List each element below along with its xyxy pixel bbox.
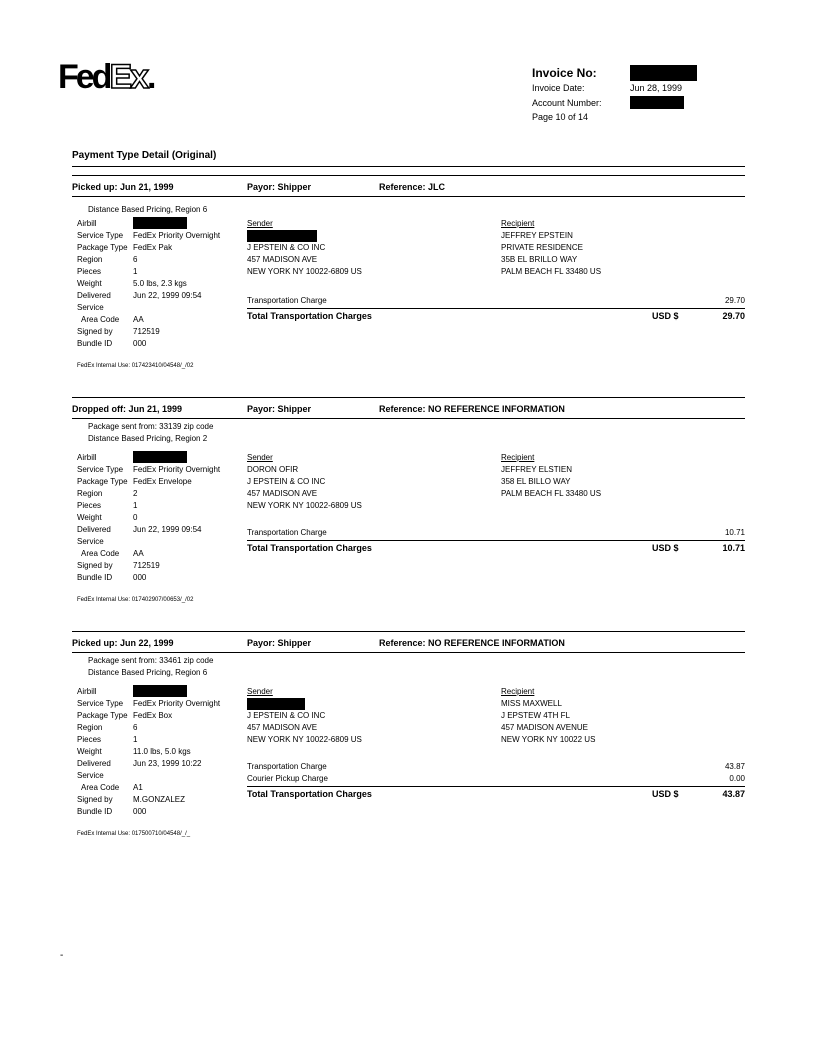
field-value-pieces: 1	[133, 501, 138, 510]
internal-use: FedEx Internal Use: 017402907/00653/_/02	[77, 597, 194, 603]
field-label-service: Service	[77, 303, 104, 312]
total-label: Total Transportation Charges	[247, 543, 372, 553]
recipient-line: MISS MAXWELL	[501, 699, 562, 708]
field-value-weight: 0	[133, 513, 138, 522]
field-value-service-type: FedEx Priority Overnight	[133, 699, 221, 708]
recipient-line: JEFFREY ELSTIEN	[501, 465, 572, 474]
shipment-note: Distance Based Pricing, Region 6	[88, 668, 208, 677]
field-value-bundle-id: 000	[133, 573, 147, 582]
charge-amount: 10.71	[724, 528, 745, 537]
rule	[72, 166, 745, 167]
field-value-package-type: FedEx Pak	[133, 243, 173, 252]
field-value-region: 6	[133, 723, 138, 732]
field-value-signed-by: 712519	[133, 327, 160, 336]
rule	[247, 308, 745, 309]
sender-line: 457 MADISON AVE	[247, 723, 318, 732]
field-label-area-code: Area Code	[81, 315, 120, 324]
sender-heading: Sender	[247, 687, 273, 696]
recipient-line: PALM BEACH FL 33480 US	[501, 267, 602, 276]
footer-mark: -	[60, 950, 64, 961]
airbill-redaction	[133, 685, 187, 697]
charge-label: Transportation Charge	[247, 762, 327, 771]
shipment-payor: Payor: Shipper	[247, 182, 312, 192]
field-label-weight: Weight	[77, 513, 102, 522]
sender-line: J EPSTEIN & CO INC	[247, 477, 326, 486]
field-label-signed-by: Signed by	[77, 795, 113, 804]
total-label: Total Transportation Charges	[247, 789, 372, 799]
field-label-weight: Weight	[77, 279, 102, 288]
account-number-redaction	[630, 96, 684, 109]
shipment-event: Picked up: Jun 22, 1999	[72, 638, 174, 648]
charge-label: Transportation Charge	[247, 296, 327, 305]
field-label-weight: Weight	[77, 747, 102, 756]
recipient-heading: Recipient	[501, 453, 535, 462]
charge-amount: 29.70	[724, 296, 745, 305]
invoice-date: Jun 28, 1999	[630, 83, 683, 93]
field-label-delivered: Delivered	[77, 525, 111, 534]
field-value-region: 6	[133, 255, 138, 264]
recipient-line: PALM BEACH FL 33480 US	[501, 489, 602, 498]
shipment-note: Distance Based Pricing, Region 6	[88, 205, 208, 214]
sender-line: NEW YORK NY 10022-6809 US	[247, 735, 362, 744]
airbill-redaction	[133, 217, 187, 229]
field-label-bundle-id: Bundle ID	[77, 339, 113, 348]
total-amount: 10.71	[722, 543, 745, 553]
field-label-area-code: Area Code	[81, 783, 120, 792]
field-value-area-code: AA	[133, 315, 144, 324]
field-value-pieces: 1	[133, 735, 138, 744]
shipment-note: Package sent from: 33461 zip code	[88, 656, 214, 665]
field-label-airbill: Airbill	[77, 219, 97, 228]
field-value-service-type: FedEx Priority Overnight	[133, 465, 221, 474]
shipment-event: Dropped off: Jun 21, 1999	[72, 404, 183, 414]
field-label-service-type: Service Type	[77, 699, 124, 708]
fedex-logo	[58, 58, 157, 98]
sender-heading: Sender	[247, 453, 273, 462]
recipient-heading: Recipient	[501, 219, 535, 228]
invoice-no-redaction	[630, 65, 697, 81]
recipient-heading: Recipient	[501, 687, 535, 696]
field-label-service: Service	[77, 537, 104, 546]
rule	[247, 786, 745, 787]
rule	[72, 631, 745, 632]
logo-fed: Fed	[58, 58, 110, 96]
field-value-delivered: Jun 23, 1999 10:22	[133, 759, 202, 768]
currency-label: USD $	[652, 789, 679, 799]
sender-line: J EPSTEIN & CO INC	[247, 243, 326, 252]
field-label-bundle-id: Bundle ID	[77, 573, 113, 582]
rule	[247, 540, 745, 541]
account-number-label: Account Number:	[532, 98, 602, 108]
field-value-package-type: FedEx Box	[133, 711, 173, 720]
field-label-package-type: Package Type	[77, 477, 128, 486]
rule	[72, 418, 745, 419]
field-value-region: 2	[133, 489, 138, 498]
field-label-airbill: Airbill	[77, 453, 97, 462]
charge-label: Transportation Charge	[247, 528, 327, 537]
field-label-pieces: Pieces	[77, 267, 102, 276]
recipient-line: PRIVATE RESIDENCE	[501, 243, 583, 252]
field-value-bundle-id: 000	[133, 807, 147, 816]
sender-line: J EPSTEIN & CO INC	[247, 711, 326, 720]
sender-line: 457 MADISON AVE	[247, 255, 318, 264]
field-label-area-code: Area Code	[81, 549, 120, 558]
field-value-area-code: AA	[133, 549, 144, 558]
field-label-delivered: Delivered	[77, 291, 111, 300]
page-indicator: Page 10 of 14	[532, 112, 589, 122]
field-value-pieces: 1	[133, 267, 138, 276]
total-amount: 29.70	[722, 311, 745, 321]
logo-dot: .	[147, 58, 157, 96]
currency-label: USD $	[652, 311, 679, 321]
section-title: Payment Type Detail (Original)	[72, 150, 217, 161]
charge-label: Courier Pickup Charge	[247, 774, 328, 783]
shipment-payor: Payor: Shipper	[247, 638, 312, 648]
field-label-region: Region	[77, 489, 103, 498]
recipient-line: NEW YORK NY 10022 US	[501, 735, 596, 744]
sender-line: NEW YORK NY 10022-6809 US	[247, 267, 362, 276]
field-label-airbill: Airbill	[77, 687, 97, 696]
field-label-package-type: Package Type	[77, 711, 128, 720]
shipment-reference: Reference: NO REFERENCE INFORMATION	[379, 638, 565, 648]
field-value-signed-by: 712519	[133, 561, 160, 570]
logo-ex: Ex	[109, 58, 148, 96]
field-label-signed-by: Signed by	[77, 327, 113, 336]
field-label-delivered: Delivered	[77, 759, 111, 768]
sender-line: 457 MADISON AVE	[247, 489, 318, 498]
rule	[72, 175, 745, 176]
field-label-service-type: Service Type	[77, 465, 124, 474]
field-value-signed-by: M.GONZALEZ	[133, 795, 186, 804]
recipient-line: 358 EL BILLO WAY	[501, 477, 571, 486]
field-label-pieces: Pieces	[77, 501, 102, 510]
rule	[72, 652, 745, 653]
recipient-line: 457 MADISON AVENUE	[501, 723, 588, 732]
rule	[72, 397, 745, 398]
field-label-region: Region	[77, 723, 103, 732]
sender-name-redaction	[247, 230, 317, 242]
field-label-signed-by: Signed by	[77, 561, 113, 570]
internal-use: FedEx Internal Use: 017500710/04548/_/_	[77, 831, 191, 837]
shipment-reference: Reference: NO REFERENCE INFORMATION	[379, 404, 565, 414]
field-label-service: Service	[77, 771, 104, 780]
internal-use: FedEx Internal Use: 017423410/04548/_/02	[77, 363, 194, 369]
field-value-service-type: FedEx Priority Overnight	[133, 231, 221, 240]
sender-heading: Sender	[247, 219, 273, 228]
field-value-weight: 11.0 lbs, 5.0 kgs	[133, 747, 191, 756]
shipment-note: Package sent from: 33139 zip code	[88, 422, 214, 431]
invoice-date-label: Invoice Date:	[532, 83, 585, 93]
airbill-redaction	[133, 451, 187, 463]
field-label-bundle-id: Bundle ID	[77, 807, 113, 816]
field-label-package-type: Package Type	[77, 243, 128, 252]
sender-line: NEW YORK NY 10022-6809 US	[247, 501, 362, 510]
shipment-note: Distance Based Pricing, Region 2	[88, 434, 208, 443]
invoice-no-label: Invoice No:	[532, 66, 597, 80]
field-value-bundle-id: 000	[133, 339, 147, 348]
sender-name-redaction	[247, 698, 305, 710]
field-value-package-type: FedEx Envelope	[133, 477, 192, 486]
recipient-line: J EPSTEW 4TH FL	[501, 711, 570, 720]
field-label-service-type: Service Type	[77, 231, 124, 240]
field-label-region: Region	[77, 255, 103, 264]
recipient-line: JEFFREY EPSTEIN	[501, 231, 573, 240]
currency-label: USD $	[652, 543, 679, 553]
field-value-delivered: Jun 22, 1999 09:54	[133, 291, 202, 300]
sender-line: DORON OFIR	[247, 465, 299, 474]
charge-amount: 0.00	[729, 774, 745, 783]
field-value-delivered: Jun 22, 1999 09:54	[133, 525, 202, 534]
shipment-event: Picked up: Jun 21, 1999	[72, 182, 174, 192]
total-amount: 43.87	[722, 789, 745, 799]
shipment-payor: Payor: Shipper	[247, 404, 312, 414]
recipient-line: 35B EL BRILLO WAY	[501, 255, 578, 264]
total-label: Total Transportation Charges	[247, 311, 372, 321]
field-value-weight: 5.0 lbs, 2.3 kgs	[133, 279, 187, 288]
charge-amount: 43.87	[724, 762, 745, 771]
field-label-pieces: Pieces	[77, 735, 102, 744]
field-value-area-code: A1	[133, 783, 143, 792]
rule	[72, 196, 745, 197]
shipment-reference: Reference: JLC	[379, 182, 446, 192]
